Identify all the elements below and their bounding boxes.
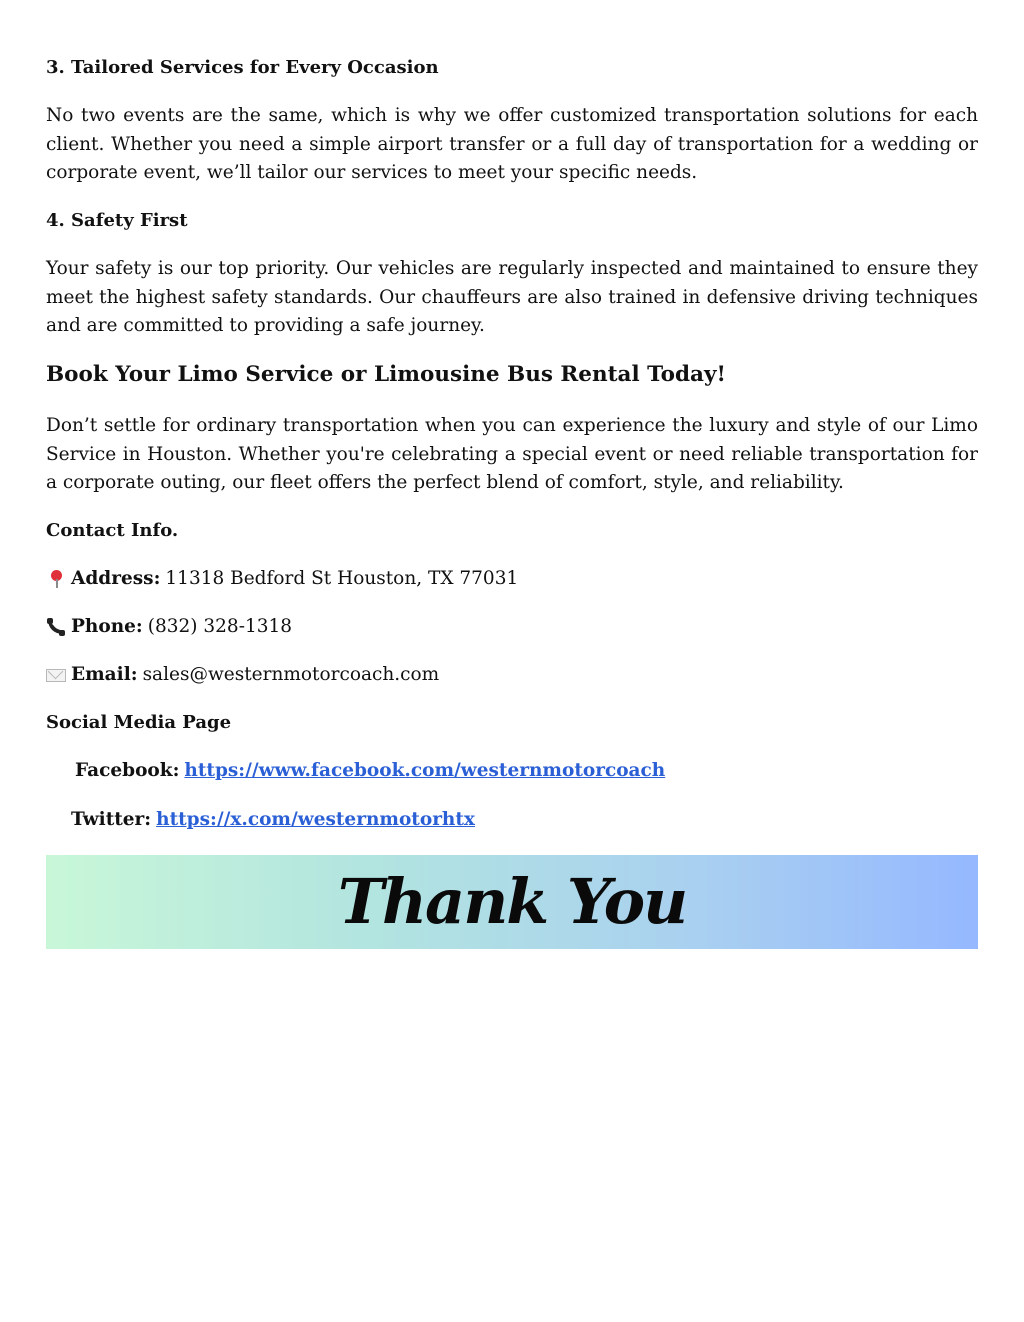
email-label: Email: (71, 664, 138, 685)
email-value: sales@westernmotorcoach.com (142, 664, 440, 685)
facebook-line (75, 758, 665, 784)
section-heading-tailored-services: 3. Tailored Services for Every Occasion (46, 57, 439, 78)
mail-icon (46, 665, 66, 685)
address-label: Address: (71, 568, 161, 589)
paragraph-safety-first: Your safety is our top priority. Our vehicles are regularly inspected and maintained to ensure they meet the highest safety standards. Our chauffeurs are also trained in defensive driving techniques and are committed to providing a safe journey. (46, 258, 978, 336)
contact-email-line (46, 662, 439, 688)
phone-label: Phone: (71, 616, 143, 637)
contact-address-line (46, 566, 518, 592)
section-heading-book-today: Book Your Limo Service or Limousine Bus Rental Today! (46, 362, 726, 387)
paragraph-book-today: Don’t settle for ordinary transportation when you can experience the luxury and style of our Limo Service in Houston. Whether you're celebrating a special event or need reliable transportation for a corporate outing, our fleet offers the perfect blend of comfort, style, and reliability. (46, 415, 978, 493)
section-heading-safety-first: 4. Safety First (46, 210, 188, 231)
social-media-heading: Social Media Page (46, 712, 232, 733)
phone-icon (46, 617, 66, 637)
pin-icon (46, 569, 66, 589)
contact-info-heading: Contact Info. (46, 520, 179, 541)
contact-phone-line (46, 614, 292, 640)
twitter-label: Twitter: (71, 809, 152, 830)
facebook-label: Facebook: (75, 760, 180, 781)
address-value: 11318 Bedford St Houston, TX 77031 (165, 568, 519, 589)
thank-you-text: Thank You (337, 865, 687, 938)
thank-you-banner (46, 855, 978, 949)
paragraph-tailored-services: No two events are the same, which is why we offer customized transportation solutions for each client. Whether you need a simple airport transfer or a full day of transportation for a wedding or corporate event, we’ll tailor our services to meet your specific needs. (46, 105, 978, 183)
facebook-link[interactable]: https://www.facebook.com/westernmotorcoach (184, 760, 666, 781)
phone-value: (832) 328-1318 (147, 616, 293, 637)
twitter-line (71, 807, 475, 833)
twitter-link[interactable]: https://x.com/westernmotorhtx (156, 809, 475, 830)
